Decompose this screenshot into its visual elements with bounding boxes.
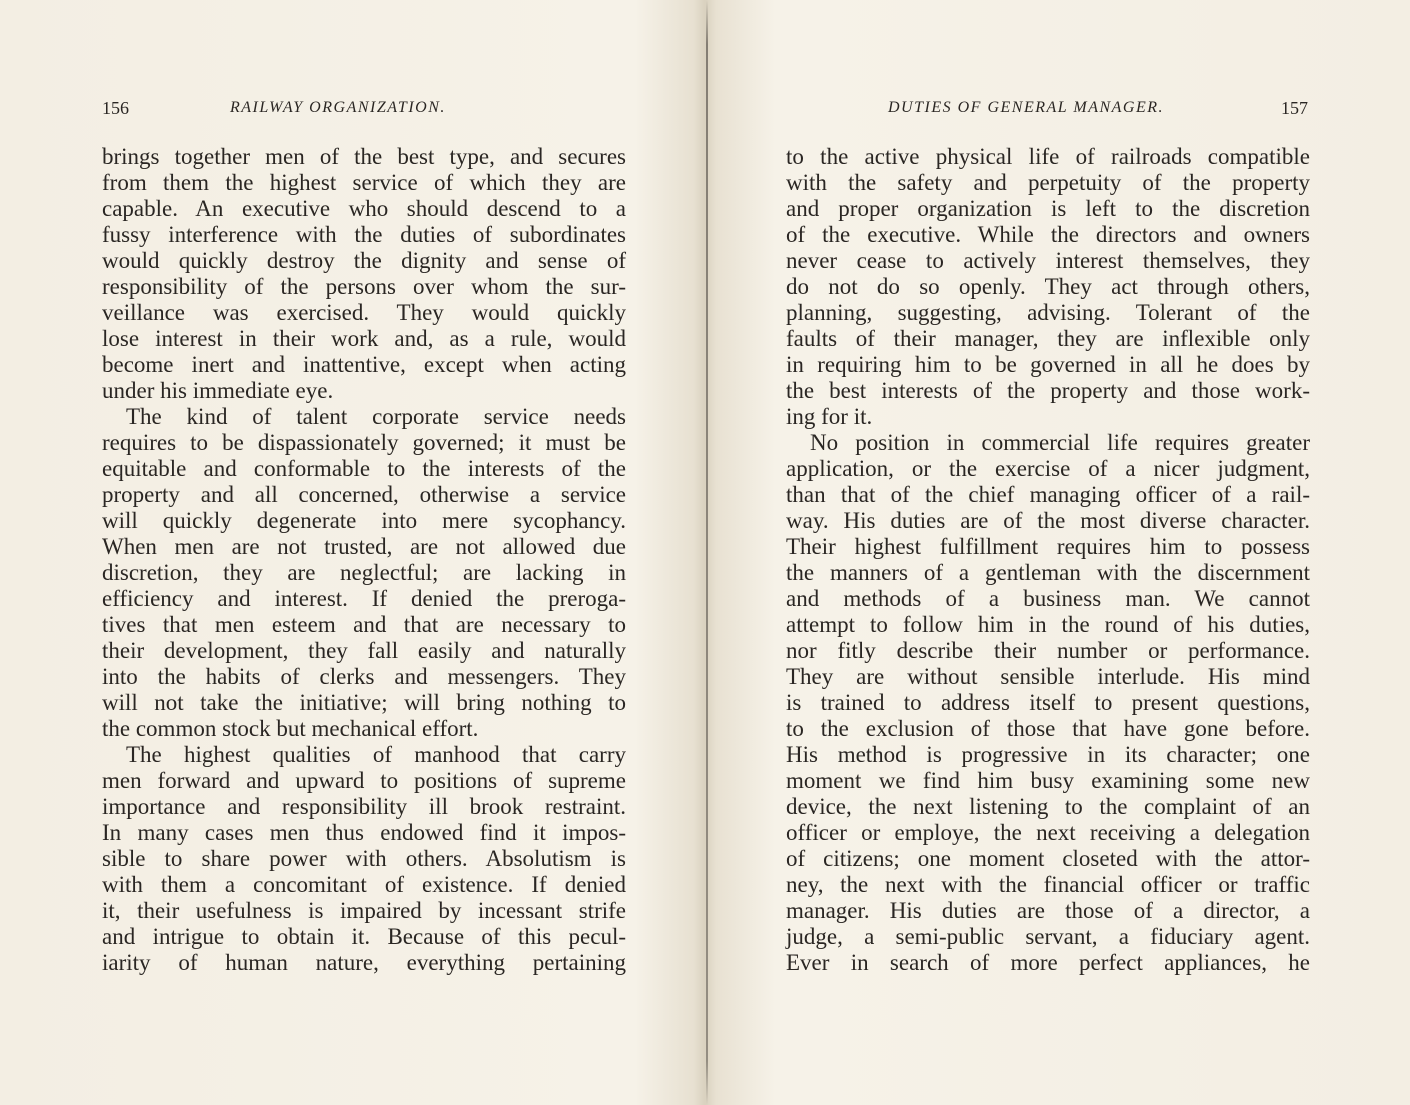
text-line: lose interest in their work and, as a rule, would bbox=[102, 326, 626, 351]
text-line: Their highest fulfillment requires him to possess bbox=[786, 534, 1310, 559]
text-line: than that of the chief managing officer of a rail- bbox=[786, 482, 1310, 507]
right-page bbox=[786, 94, 1310, 976]
text-line: veillance was exercised. They would quickly bbox=[102, 300, 626, 325]
text-line: nor fitly describe their number or performance. bbox=[786, 638, 1310, 663]
text-line: device, the next listening to the complaint of an bbox=[786, 794, 1310, 819]
right-page-text bbox=[786, 144, 1310, 976]
text-line: from them the highest service of which they are bbox=[102, 170, 626, 195]
text-line: The kind of talent corporate service needs bbox=[126, 404, 626, 429]
text-line: moment we find him busy examining some new bbox=[786, 768, 1310, 793]
text-line: way. His duties are of the most diverse character. bbox=[786, 508, 1310, 533]
text-line: to the exclusion of those that have gone before. bbox=[786, 716, 1310, 741]
text-line: faults of their manager, they are inflexible only bbox=[786, 326, 1310, 351]
text-line: the manners of a gentleman with the discernment bbox=[786, 560, 1310, 585]
text-line: will quickly degenerate into mere sycophancy. bbox=[102, 508, 626, 533]
text-line: will not take the initiative; will bring nothing to bbox=[102, 690, 626, 715]
text-line: ney, the next with the financial officer or traffic bbox=[786, 872, 1310, 897]
text-line: Ever in search of more perfect appliances, he bbox=[786, 950, 1310, 975]
text-line: equitable and conformable to the interests of the bbox=[102, 456, 626, 481]
text-line: responsibility of the persons over whom the sur- bbox=[102, 274, 626, 299]
text-line: with the safety and perpetuity of the property bbox=[786, 170, 1310, 195]
text-line: would quickly destroy the dignity and sense of bbox=[102, 248, 626, 273]
text-line: and methods of a business man. We cannot bbox=[786, 586, 1310, 611]
text-line: attempt to follow him in the round of his duties, bbox=[786, 612, 1310, 637]
text-line: of citizens; one moment closeted with the attor- bbox=[786, 846, 1310, 871]
text-line: application, or the exercise of a nicer judgment, bbox=[786, 456, 1310, 481]
text-line: requires to be dispassionately governed; it must be bbox=[102, 430, 626, 455]
left-running-title: RAILWAY ORGANIZATION. bbox=[230, 99, 446, 116]
right-page-number: 157 bbox=[1281, 98, 1308, 118]
text-line: efficiency and interest. If denied the preroga- bbox=[102, 586, 626, 611]
text-line: to the active physical life of railroads compatible bbox=[786, 144, 1310, 169]
text-line: officer or employe, the next receiving a delegation bbox=[786, 820, 1310, 845]
left-running-head bbox=[102, 94, 626, 124]
text-line: property and all concerned, otherwise a service bbox=[102, 482, 626, 507]
text-line: it, their usefulness is impaired by incessant strife bbox=[102, 898, 626, 923]
book-gutter bbox=[706, 0, 708, 1105]
text-line: brings together men of the best type, and secures bbox=[102, 144, 626, 169]
text-line: into the habits of clerks and messengers. They bbox=[102, 664, 626, 689]
text-line: The highest qualities of manhood that carry bbox=[126, 742, 626, 767]
text-line: importance and responsibility ill brook restraint. bbox=[102, 794, 626, 819]
right-running-title: DUTIES OF GENERAL MANAGER. bbox=[888, 99, 1165, 116]
text-line: never cease to actively interest themselves, they bbox=[786, 248, 1310, 273]
text-line: the best interests of the property and those work- bbox=[786, 378, 1310, 403]
text-line: manager. His duties are those of a director, a bbox=[786, 898, 1310, 923]
left-page-text bbox=[102, 144, 626, 976]
text-line: men forward and upward to positions of supreme bbox=[102, 768, 626, 793]
text-line: their development, they fall easily and naturally bbox=[102, 638, 626, 663]
text-line: tives that men esteem and that are necessary to bbox=[102, 612, 626, 637]
right-running-head bbox=[786, 94, 1310, 124]
text-line: and intrigue to obtain it. Because of this pecul- bbox=[102, 924, 626, 949]
text-line: become inert and inattentive, except when acting bbox=[102, 352, 626, 377]
left-page bbox=[102, 94, 626, 976]
text-line: No position in commercial life requires greater bbox=[810, 430, 1310, 455]
text-line: sible to share power with others. Absolutism is bbox=[102, 846, 626, 871]
text-line: fussy interference with the duties of subordinates bbox=[102, 222, 626, 247]
text-line: and proper organization is left to the discretion bbox=[786, 196, 1310, 221]
text-line: iarity of human nature, everything pertaining bbox=[102, 950, 626, 975]
left-page-number: 156 bbox=[102, 98, 129, 118]
text-line: the common stock but mechanical effort. bbox=[102, 716, 479, 741]
text-line: When men are not trusted, are not allowed due bbox=[102, 534, 626, 559]
text-line: capable. An executive who should descend to a bbox=[102, 196, 626, 221]
text-line: of the executive. While the directors and owners bbox=[786, 222, 1310, 247]
text-line: do not do so openly. They act through others, bbox=[786, 274, 1310, 299]
text-line: under his immediate eye. bbox=[102, 378, 334, 403]
text-line: In many cases men thus endowed find it impos- bbox=[102, 820, 626, 845]
text-line: They are without sensible interlude. His mind bbox=[786, 664, 1310, 689]
text-line: discretion, they are neglectful; are lacking in bbox=[102, 560, 626, 585]
text-line: in requiring him to be governed in all he does by bbox=[786, 352, 1310, 377]
text-line: His method is progressive in its character; one bbox=[786, 742, 1310, 767]
text-line: with them a concomitant of existence. If denied bbox=[102, 872, 626, 897]
text-line: is trained to address itself to present questions, bbox=[786, 690, 1310, 715]
text-line: planning, suggesting, advising. Tolerant of the bbox=[786, 300, 1310, 325]
text-line: judge, a semi-public servant, a fiduciary agent. bbox=[786, 924, 1310, 949]
text-line: ing for it. bbox=[786, 404, 873, 429]
